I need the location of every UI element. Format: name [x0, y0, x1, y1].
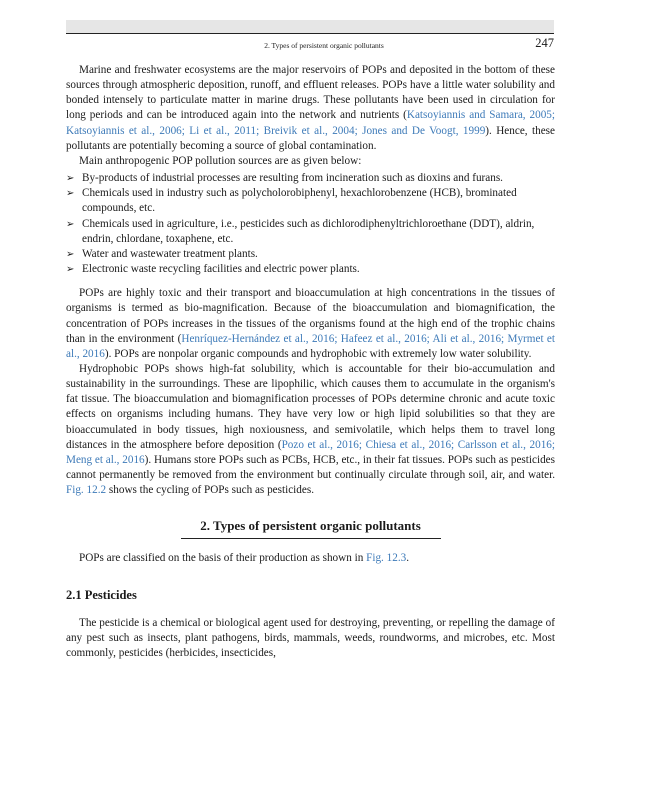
arrow-bullet-icon: ➢ — [66, 264, 75, 276]
header-gray-bar — [66, 20, 554, 33]
section-intro: POPs are classified on the basis of their production as shown in Fig. 12.3. — [79, 551, 410, 564]
pollution-sources-list — [66, 171, 555, 277]
list-item: ➢ Chemicals used in industry such as polycholorobiphenyl, hexachlorobenzene (HCB), brominated compounds, etc. — [66, 187, 517, 215]
figure-link[interactable]: Fig. 12.2 — [66, 484, 107, 497]
page-number: 247 — [535, 36, 554, 50]
page-body — [66, 63, 555, 661]
list-item: ➢ By-products of industrial processes are resulting from incineration such as dioxins and furans. — [66, 171, 555, 186]
paragraph-2: Main anthropogenic POP pollution sources are as given below: — [79, 154, 362, 167]
section-heading-block — [66, 518, 555, 538]
citation-link[interactable]: Henríquez-Hernández et al., 2016; Hafeez et al., 2016; Ali et al., 2016; Myrmet et al., 2016 — [66, 332, 555, 360]
figure-link[interactable]: Fig. 12.3 — [366, 551, 407, 564]
running-title: 2. Types of persistent organic pollutants — [264, 41, 384, 50]
citation-link[interactable]: Katsoyiannis and Samara, 2005; Katsoyiannis et al., 2006; Li et al., 2011; Breivik et al., 2004; Jones and De Voogt, 1999 — [66, 109, 555, 137]
arrow-bullet-icon: ➢ — [66, 173, 75, 185]
section-title: 2. Types of persistent organic pollutants — [181, 518, 441, 538]
header-rule — [66, 33, 554, 34]
list-item: ➢ Water and wastewater treatment plants. — [66, 247, 555, 262]
citation-link[interactable]: Pozo et al., 2016; Chiesa et al., 2016; Carlsson et al., 2016; Meng et al., 2016 — [66, 438, 556, 466]
arrow-bullet-icon: ➢ — [66, 248, 75, 260]
paragraph-5: The pesticide is a chemical or biological agent used for destroying, preventing, or repelling the damage of any pest such as insects, plant pathogens, birds, mammals, weeds, roundworms, and microbes, etc. Most commonly, pesticides (herbicides, insecticides, — [66, 616, 555, 660]
arrow-bullet-icon: ➢ — [66, 188, 75, 200]
subsection-title: 2.1 Pesticides — [66, 587, 137, 602]
list-item: ➢ Chemicals used in agriculture, i.e., pesticides such as dichlorodiphenyltrichloroethane (DDT), aldrin, endrin, chlordane, toxaphene, etc. — [66, 217, 535, 245]
arrow-bullet-icon: ➢ — [66, 218, 75, 230]
paragraph-4: Hydrophobic POPs shows high-fat solubility, which is accountable for their bio-accumulation and sustainability in the surroundings. These are lipophilic, which causes them to accumulate in the organism's fat tissue. The bioaccumulation and biomagnification processes of POPs determine chronic and acute toxic effects on organisms including humans. They have very low or high lipid solubilities so that they are bioaccumulated in body tissues, high noxiousness, and semivolatile, which helps them to travel long distances in the atmosphere before deposition (Pozo et al., 2016; Chiesa et al., 2016; Carlsson et al., 2016; Meng et al., 2016). Humans store POPs such as PCBs, HCB, etc., in their fat tissues. POPs such as pesticides cannot permanently be removed from the environment but continually circulate through soil, air, and water. Fig. 12.2 shows the cycling of POPs such as pesticides. — [66, 362, 556, 497]
paragraph-3: POPs are highly toxic and their transport and bioaccumulation at high concentrations in the tissues of organisms is termed as bio-magnification. Because of the bioaccumulation and biomagnification, the concentration of POPs increases in the tissues of the organisms found at the high end of the trophic chains than in the environment (Henríquez-Hernández et al., 2016; Hafeez et al., 2016; Ali et al., 2016; Myrmet et al., 2016). POPs are nonpolar organic compounds and hydrophobic with extremely low water solubility. — [66, 287, 555, 360]
list-item: ➢ Electronic waste recycling facilities and electric power plants. — [66, 262, 555, 277]
paragraph-1: Marine and freshwater ecosystems are the major reservoirs of POPs and deposited in the bottom of these sources through atmospheric deposition, runoff, and effluent releases. POPs have a little water solubility and bonded intensely to particulate matter in marine drugs. These pollutants have been used in circulation for long periods and can be introduced again into the network and nutrients (Katsoyiannis and Samara, 2005; Katsoyiannis et al., 2006; Li et al., 2011; Breivik et al., 2004; Jones and De Voogt, 1999). Hence, these pollutants are potentially becoming a source of global contamination. — [66, 64, 555, 152]
